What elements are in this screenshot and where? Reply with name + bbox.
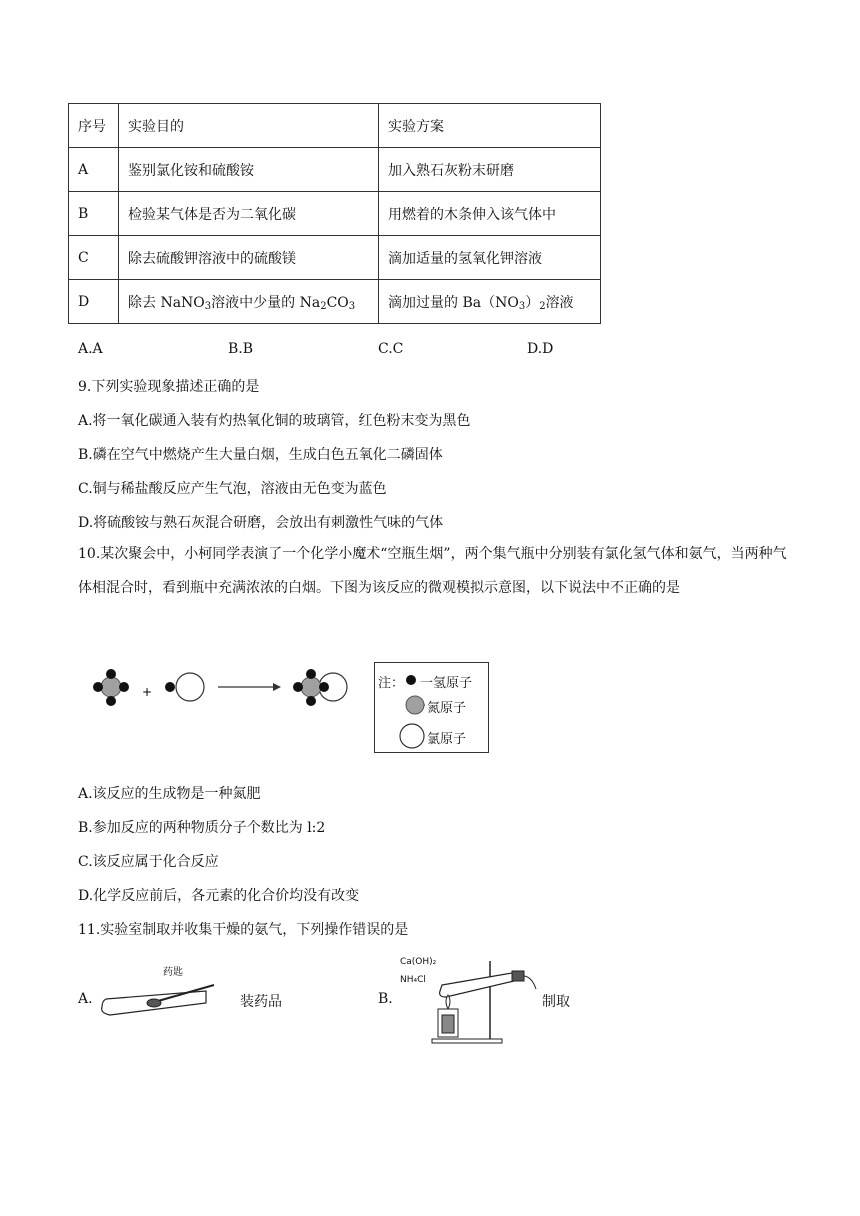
legend-chlorine: 氯原子 <box>427 732 467 747</box>
q9-option-a: A.将一氧化碳通入装有灼热氧化铜的玻璃管，红色粉末变为黑色 <box>78 413 471 429</box>
option-d: D.D <box>527 341 554 357</box>
row-plan: 滴加过量的 $Ba(NO_3)_2$溶液 <box>379 280 601 324</box>
q10-option-a: A.该反应的生成物是一种氮肥 <box>78 786 261 802</box>
q10-option-d: D.化学反应前后，各元素的化合价均没有改变 <box>78 888 360 904</box>
row-plan: 加入熟石灰粉末研磨 <box>379 148 601 192</box>
reagent-calcium-hydroxide: Ca(OH)₂ <box>400 957 437 967</box>
table-row <box>69 192 601 236</box>
row-purpose: 除去硫酸钾溶液中的硫酸镁 <box>119 236 379 280</box>
plus-sign: + <box>142 685 153 699</box>
spatula-label: 药匙 <box>163 967 183 978</box>
test-tube-spatula-figure <box>96 955 216 1025</box>
q9-stem: 9.下列实验现象描述正确的是 <box>78 379 260 395</box>
row-id: B <box>69 192 119 236</box>
q10-option-b: B.参加反应的两种物质分子个数比为 l:2 <box>78 820 326 836</box>
q9-option-d: D.将硫酸铵与熟石灰混合研磨，会放出有刺激性气味的气体 <box>78 515 444 531</box>
row-id: A <box>69 148 119 192</box>
option-c: C.C <box>378 341 404 357</box>
table-row <box>69 236 601 280</box>
row-id: C <box>69 236 119 280</box>
q9-option-b: B.磷在空气中燃烧产生大量白烟，生成白色五氧化二磷固体 <box>78 447 443 463</box>
q10-stem: 10.某次聚会中，小柯同学表演了一个化学小魔术“空瓶生烟”，两个集气瓶中分别装有氯化氢气体和氨气，当两种气体相混合时，看到瓶中充满浓浓的白烟。下图为该反应的微观模拟示意图，以下说法中不正确的是 <box>78 546 787 596</box>
experiment-table <box>68 103 601 324</box>
table-row <box>69 280 601 324</box>
table-row <box>69 148 601 192</box>
table-header-row <box>69 104 601 148</box>
legend-title: 注： <box>378 676 405 691</box>
row-plan: 用燃着的木条伸入该气体中 <box>379 192 601 236</box>
product-molecule <box>293 669 347 706</box>
q11-option-b-label: B. <box>378 991 393 1007</box>
q10-option-c: C.该反应属于化合反应 <box>78 854 219 870</box>
nitrogen-atom-icon <box>405 695 425 715</box>
option-b: B.B <box>228 341 254 357</box>
legend-nitrogen: 氮原子 <box>427 701 467 716</box>
header-cell: 序号 <box>69 104 119 148</box>
row-purpose: 鉴别氯化铵和硫酸铵 <box>119 148 379 192</box>
q11-option-a-label: A. <box>78 991 93 1007</box>
q8-options <box>78 341 778 361</box>
row-purpose: 检验某气体是否为二氧化碳 <box>119 192 379 236</box>
q11-stem: 11.实验室制取并收集干燥的氨气，下列操作错误的是 <box>78 922 409 938</box>
reaction-arrow <box>218 683 281 691</box>
legend-hydrogen: 一氢原子 <box>420 676 473 691</box>
atom-legend <box>374 662 489 753</box>
row-purpose: 除去 NaNO$_3$溶液中少量的 $Na_2CO_3$ <box>119 280 379 324</box>
q11-option-a-caption: 装药品 <box>240 994 282 1010</box>
hcl-molecule <box>165 673 204 701</box>
chlorine-atom-icon <box>399 723 429 749</box>
ammonia-molecule <box>93 669 129 706</box>
row-plan: 滴加适量的氢氧化钾溶液 <box>379 236 601 280</box>
q9-option-c: C.铜与稀盐酸反应产生气泡，溶液由无色变为蓝色 <box>78 481 387 497</box>
header-cell: 实验目的 <box>119 104 379 148</box>
heating-apparatus-figure <box>428 959 538 1049</box>
reagent-ammonium-chloride: NH₄Cl <box>400 975 426 985</box>
hydrogen-atom-icon <box>405 674 417 686</box>
q11-figures <box>78 955 598 1050</box>
row-id: D <box>69 280 119 324</box>
header-cell: 实验方案 <box>379 104 601 148</box>
q11-option-b-caption: 制取 <box>542 994 570 1010</box>
option-a: A.A <box>78 341 103 357</box>
